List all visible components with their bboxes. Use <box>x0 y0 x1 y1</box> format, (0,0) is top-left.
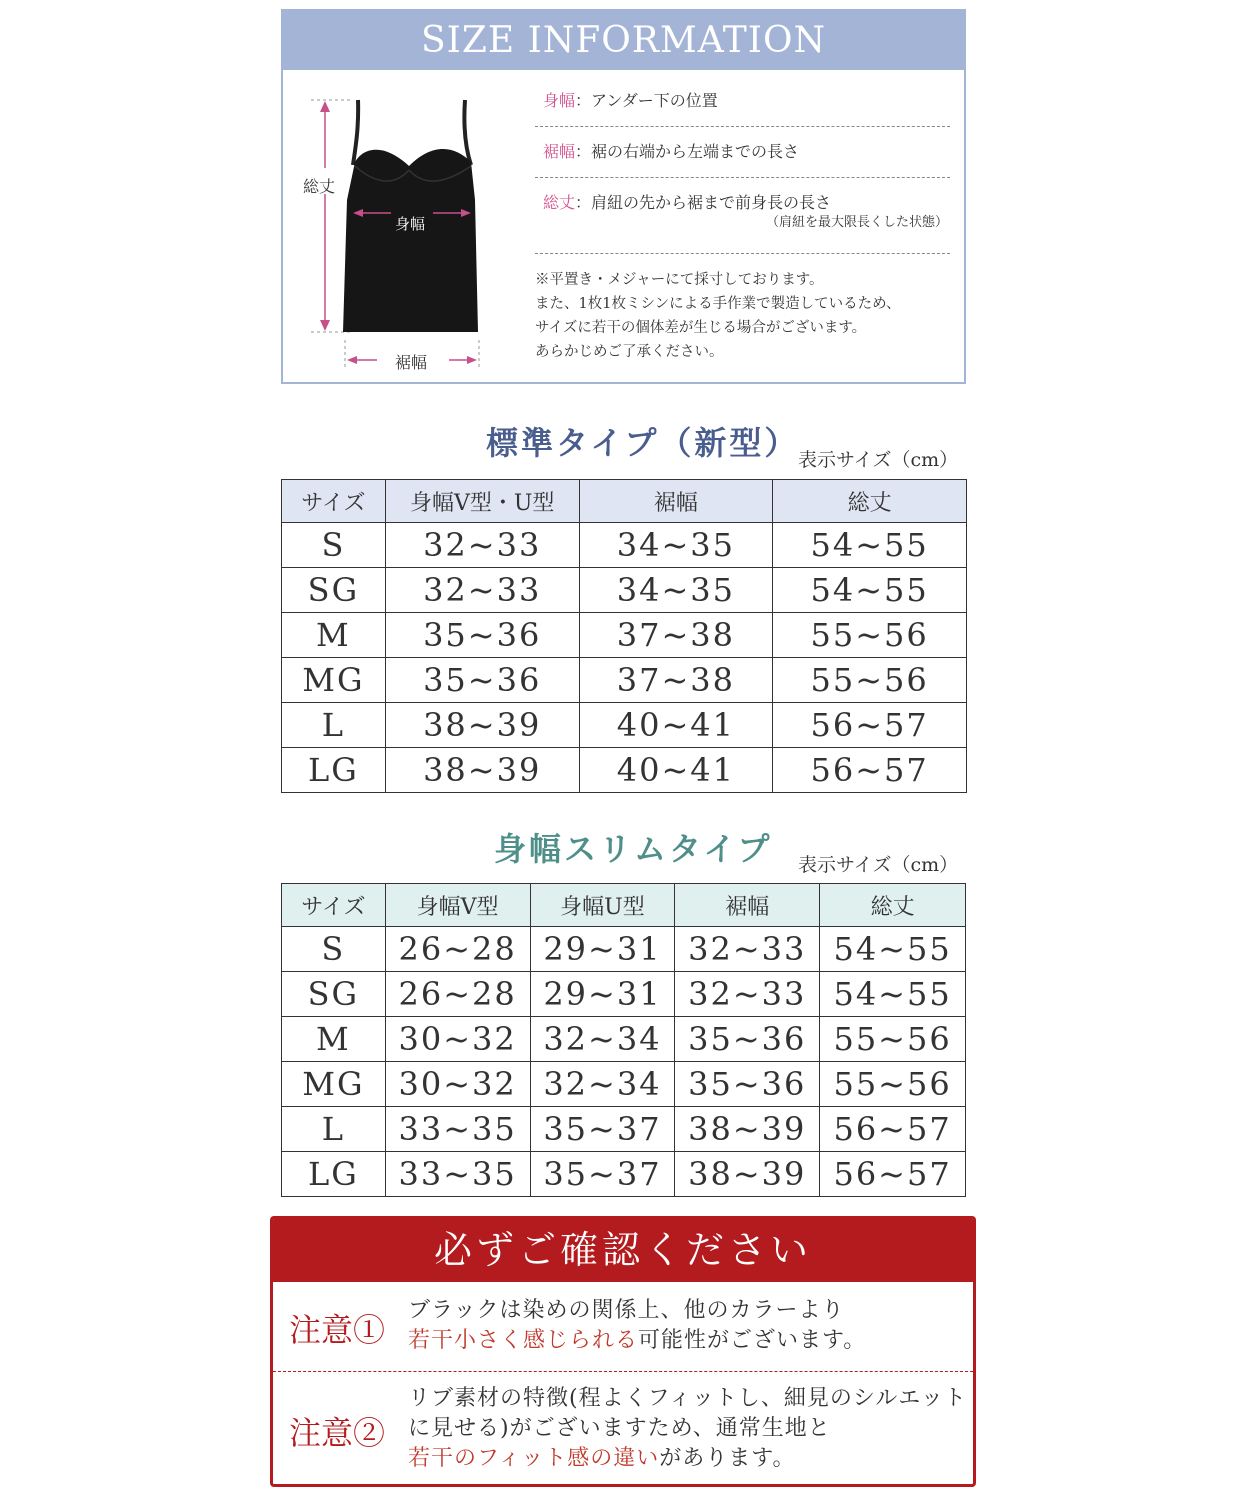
standard-unit-label: 表示サイズ（cm） <box>798 449 959 471</box>
measurement-cell: 35~36 <box>675 1062 820 1107</box>
slim-size-table <box>281 883 966 1197</box>
size-cell: LG <box>282 748 386 793</box>
size-cell: SG <box>282 972 386 1017</box>
measurement-cell: 55~56 <box>820 1062 966 1107</box>
size-information-header: SIZE INFORMATION <box>283 11 964 70</box>
measurement-cell: 30~32 <box>385 1017 530 1062</box>
definition-body-width: 身幅：アンダー下の位置 <box>535 70 950 127</box>
notice-highlight: 若干のフィット感の違い <box>408 1446 660 1471</box>
table-row <box>282 523 967 568</box>
standard-size-table <box>281 479 967 793</box>
notice-item-2 <box>273 1372 973 1487</box>
measurement-cell: 38~39 <box>675 1107 820 1152</box>
size-cell: L <box>282 1107 386 1152</box>
measurement-cell: 56~57 <box>773 748 967 793</box>
table-row <box>282 927 966 972</box>
notice-text: 可能性がございます。 <box>638 1328 867 1353</box>
slim-type-title: 身幅スリムタイプ <box>494 830 773 868</box>
column-header: 身幅Ⅴ型 <box>385 884 530 927</box>
column-header: 身幅U型 <box>530 884 675 927</box>
measurement-cell: 32~33 <box>675 927 820 972</box>
measurement-cell: 55~56 <box>820 1017 966 1062</box>
measurement-cell: 32~33 <box>675 972 820 1017</box>
measurement-cell: 40~41 <box>579 703 773 748</box>
measurement-cell: 56~57 <box>820 1152 966 1197</box>
slim-unit-label: 表示サイズ（cm） <box>798 854 959 876</box>
notice-label-2: 注意② <box>289 1414 386 1452</box>
column-header: 裾幅 <box>675 884 820 927</box>
standard-type-title: 標準タイプ（新型） <box>486 424 800 462</box>
size-cell: S <box>282 927 386 972</box>
column-header: 身幅Ⅴ型・U型 <box>385 480 579 523</box>
notice-text: があります。 <box>659 1446 796 1471</box>
notice-label-1: 注意① <box>289 1311 386 1349</box>
table-row <box>282 1107 966 1152</box>
measurement-cell: 26~28 <box>385 927 530 972</box>
column-header: 総丈 <box>820 884 966 927</box>
table-header-row <box>282 884 966 927</box>
measurement-cell: 55~56 <box>773 613 967 658</box>
measurement-cell: 35~36 <box>385 613 579 658</box>
measurement-cell: 55~56 <box>773 658 967 703</box>
length-label: 総丈 <box>303 177 336 196</box>
notice-highlight: 若干小さく感じられる <box>408 1328 639 1353</box>
column-header: サイズ <box>282 884 386 927</box>
measurement-cell: 29~31 <box>530 927 675 972</box>
notice-text: に見せる)がございますため、通常生地と <box>408 1416 831 1441</box>
notice-text-2 <box>408 1384 967 1474</box>
notice-line <box>408 1296 866 1326</box>
measurement-cell: 26~28 <box>385 972 530 1017</box>
size-cell: SG <box>282 568 386 613</box>
measurement-cell: 32~34 <box>530 1062 675 1107</box>
measurement-cell: 38~39 <box>385 703 579 748</box>
size-cell: LG <box>282 1152 386 1197</box>
notice-item-1 <box>273 1282 973 1371</box>
measurement-cell: 54~55 <box>820 927 966 972</box>
notice-text: リブ素材の特徴(程よくフィットし、細見のシルエット <box>408 1386 967 1411</box>
size-cell: MG <box>282 658 386 703</box>
size-cell: L <box>282 703 386 748</box>
measurement-cell: 32~33 <box>385 568 579 613</box>
measurement-cell: 35~37 <box>530 1107 675 1152</box>
measurement-cell: 37~38 <box>579 658 773 703</box>
table-row <box>282 1017 966 1062</box>
size-cell: M <box>282 1017 386 1062</box>
notice-panel <box>270 1216 976 1487</box>
measurement-cell: 29~31 <box>530 972 675 1017</box>
column-header: 総丈 <box>773 480 967 523</box>
measurement-cell: 56~57 <box>820 1107 966 1152</box>
definition-total-length-note: （肩紐を最大限長くした状態） <box>765 215 948 230</box>
notice-text: ブラックは染めの関係上、他のカラーより <box>408 1298 845 1323</box>
size-cell: S <box>282 523 386 568</box>
size-information-panel <box>281 9 966 384</box>
table-row <box>282 1152 966 1197</box>
measurement-cell: 37~38 <box>579 613 773 658</box>
camisole-diagram <box>283 70 523 384</box>
definition-hem-width: 裾幅：裾の右端から左端までの長さ <box>535 127 950 178</box>
measurement-cell: 35~37 <box>530 1152 675 1197</box>
measurement-cell: 54~55 <box>820 972 966 1017</box>
measurement-cell: 32~34 <box>530 1017 675 1062</box>
measurement-cell: 30~32 <box>385 1062 530 1107</box>
notice-line <box>408 1444 967 1474</box>
table-row <box>282 703 967 748</box>
measurement-cell: 34~35 <box>579 523 773 568</box>
measurement-cell: 33~35 <box>385 1107 530 1152</box>
measurement-cell: 32~33 <box>385 523 579 568</box>
measurement-note: ※平置き・メジャーにて採寸しております。 また、1枚1枚ミシンによる手作業で製造しているため、 サイズに若干の個体差が生じる場合がございます。 あらかじめご了承ください。 <box>535 272 901 360</box>
hem-label: 裾幅 <box>395 353 428 372</box>
width-label: 身幅 <box>395 215 426 233</box>
size-cell: MG <box>282 1062 386 1107</box>
notice-text-1 <box>408 1296 866 1356</box>
column-header: 裾幅 <box>579 480 773 523</box>
table-row <box>282 972 966 1017</box>
measurement-definitions <box>535 70 950 364</box>
table-header-row <box>282 480 967 523</box>
table-row <box>282 568 967 613</box>
table-row <box>282 613 967 658</box>
measurement-cell: 54~55 <box>773 523 967 568</box>
notice-line <box>408 1326 866 1356</box>
table-row <box>282 658 967 703</box>
measurement-cell: 38~39 <box>675 1152 820 1197</box>
measurement-cell: 33~35 <box>385 1152 530 1197</box>
measurement-cell: 54~55 <box>773 568 967 613</box>
measurement-cell: 56~57 <box>773 703 967 748</box>
measurement-cell: 40~41 <box>579 748 773 793</box>
notice-line <box>408 1384 967 1414</box>
measurement-cell: 35~36 <box>385 658 579 703</box>
size-cell: M <box>282 613 386 658</box>
measurement-cell: 38~39 <box>385 748 579 793</box>
table-row <box>282 748 967 793</box>
notice-header: 必ずご確認ください <box>273 1219 973 1282</box>
measurement-cell: 34~35 <box>579 568 773 613</box>
table-row <box>282 1062 966 1107</box>
notice-line <box>408 1414 967 1444</box>
column-header: サイズ <box>282 480 386 523</box>
measurement-cell: 35~36 <box>675 1017 820 1062</box>
definition-total-length: 総丈：肩紐の先から裾まで前身長の長さ （肩紐を最大限長くした状態） <box>535 178 950 254</box>
